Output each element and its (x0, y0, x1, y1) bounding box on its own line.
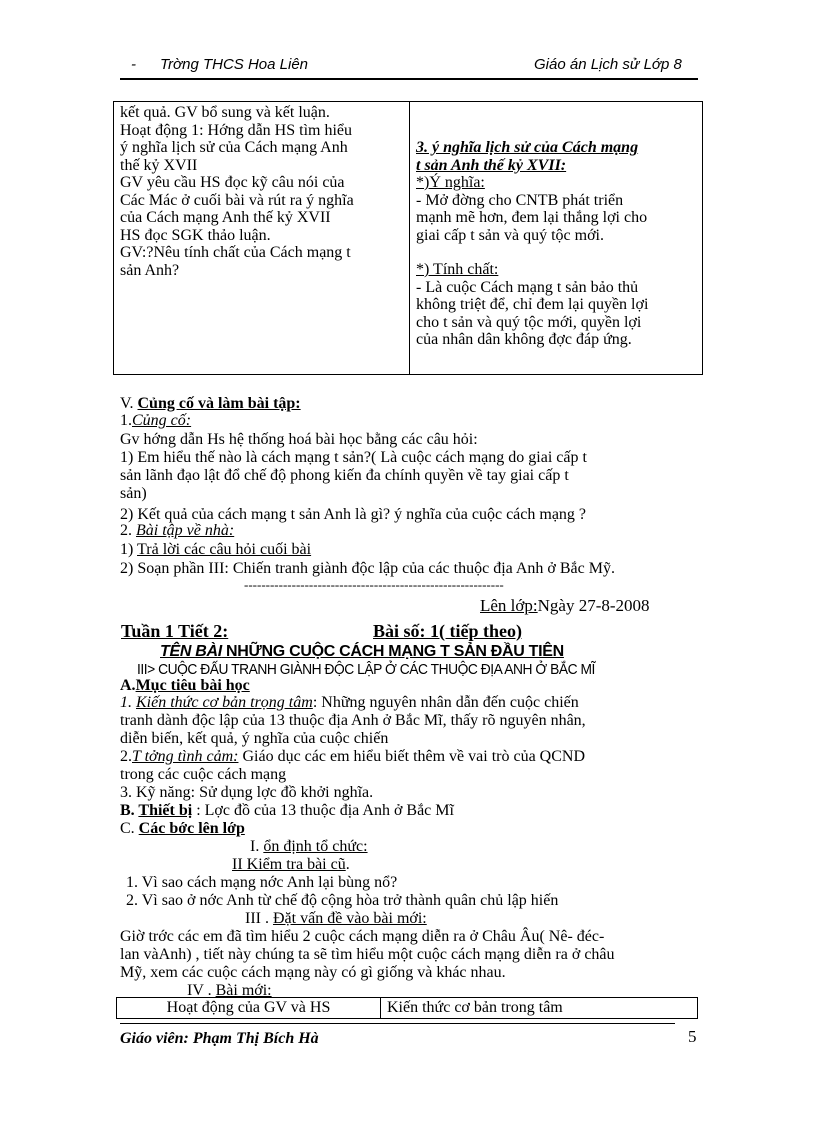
tinh-chat-line: của nhân dân không đợc đáp ứng. (416, 331, 632, 348)
footer-teacher: Giáo viên: Phạm Thị Bích Hà (120, 1030, 319, 1047)
footer-rule (120, 1023, 675, 1024)
knowledge-line: diễn biến, kết quả, ý nghĩa của cuộc chiến (120, 730, 389, 747)
y-nghia-line: giai cấp t sản và quý tộc mới. (416, 226, 604, 244)
activity-line: sản Anh? (120, 261, 180, 279)
separator: ------------------------------------------------------------ (244, 577, 504, 592)
steps-heading: C. Các bớc lên lớp (120, 820, 245, 837)
activity-line: GV:?Nêu tính chất của Cách mạng t (120, 244, 351, 261)
activity-line: GV yêu cầu HS đọc kỹ câu nói của (120, 174, 345, 191)
step-2: II Kiểm tra bài cũ. (232, 856, 350, 873)
tinh-chat-line: không triệt để, chỉ đem lại quyền lợi (416, 296, 649, 313)
homework-2: 2) Soạn phần III: Chiến tranh giành độc lập của các thuộc địa Anh ở Bắc Mỹ. (120, 560, 615, 577)
activity-line: thế kỷ XVII (120, 156, 198, 174)
activity-line: Các Mác ở cuối bài và rút ra ý nghĩa (120, 191, 354, 209)
equipment-line: B. Thiết bị : Lợc đồ của 13 thuộc địa Anh ở Bắc Mĩ (120, 802, 454, 819)
header-school: Trờng THCS Hoa Liên (160, 56, 309, 73)
lesson-title: TÊN BÀI NHỮNG CUỘC CÁCH MẠNG T SẢN ĐẦU TIÊN (160, 643, 564, 660)
activity-line: Hoạt động 1: Hớng dẫn HS tìm hiểu (120, 121, 352, 139)
y-nghia-line: - Mở đờng cho CNTB phát triển (416, 191, 624, 209)
question-2: 2. Vì sao ở nớc Anh từ chế độ cộng hòa trở thành quân chủ lập hiến (126, 892, 559, 909)
attitude-line: 2.T tởng tình cảm: Giáo dục các em hiểu biết thêm về vai trò của QCND (120, 748, 586, 765)
section-3-title: 3. ý nghĩa lịch sử của Cách mạng (416, 139, 639, 156)
table2-col1-header: Hoạt động của GV và HS (117, 998, 381, 1019)
review-line: 1) Em hiểu thế nào là cách mạng t sản?( Là cuộc cách mạng do giai cấp t (120, 449, 587, 466)
tinh-chat-line: cho t sản và quý tộc mới, quyền lợi (416, 313, 642, 331)
intro-line: Giờ trớc các em đã tìm hiểu 2 cuộc cách mạng diễn ra ở Châu Âu( Nê- đéc- (120, 928, 605, 945)
objectives-heading: A.Mục tiêu bài học (120, 677, 250, 694)
intro-line: Mỹ, xem các cuộc cách mạng này có gì giống và khác nhau. (120, 964, 506, 981)
y-nghia-line: mạnh mẽ hơn, đem lại thắng lợi cho (416, 209, 648, 226)
intro-line: lan vàAnh) , tiết này chúng ta sẽ tìm hiểu một cuộc cách mạng diễn ra ở châu (120, 946, 615, 963)
header-rule (120, 78, 698, 80)
objectives-body (120, 694, 698, 802)
knowledge-line: tranh dành độc lập của 13 thuộc địa Anh ở Bắc Mĩ, thấy rõ nguyên nhân, (120, 712, 586, 729)
review-line: Gv hớng dẫn Hs hệ thống hoá bài học bằng các câu hỏi: (120, 431, 478, 448)
section-5-heading: V. Củng cố và làm bài tập: (120, 395, 301, 412)
date-line: Lên lớp:Ngày 27-8-2008 (480, 596, 650, 615)
cung-co-lines (120, 431, 700, 524)
lesson-subtitle: III> CUỘC ĐẤU TRANH GIÀNH ĐỘC LẬP Ở CÁC THUỘC ĐỊA ANH Ở BẮC MĨ (137, 661, 595, 678)
cung-co-heading: 1.Củng cố: (120, 412, 192, 429)
knowledge-column (410, 102, 703, 375)
header-subject: Giáo án Lịch sử Lớp 8 (534, 56, 682, 73)
page-number: 5 (688, 1027, 697, 1046)
header-dash: - (131, 56, 136, 73)
activity-line: kết quả. GV bổ sung và kết luận. (120, 104, 330, 121)
lesson-table-2 (116, 997, 698, 1019)
homework-1: 1) Trả lời các câu hỏi cuối bài (120, 541, 312, 558)
step-1: I. ổn định tổ chức: (250, 838, 368, 855)
tinh-chat-heading: *) Tính chất: (416, 261, 499, 278)
activity-line: HS đọc SGK thảo luận. (120, 226, 271, 244)
week-label: Tuần 1 Tiết 2: (121, 621, 229, 641)
table2-col2-header: Kiến thức cơ bản trong tâm (381, 998, 698, 1019)
knowledge-line: 1. Kiến thức cơ bản trọng tâm: Những nguyên nhân dẫn đến cuộc chiến (120, 694, 579, 711)
skill-line: 3. Kỹ năng: Sử dụng lợc đồ khởi nghĩa. (120, 784, 374, 801)
activity-column (114, 102, 410, 375)
review-line: sản lãnh đạo lật đổ chế độ phong kiến đa chính quyền về tay giai cấp t (120, 467, 569, 484)
activity-line: của Cách mạng Anh thế kỷ XVII (120, 209, 331, 226)
review-line: sản) (120, 485, 147, 502)
step-4: IV . Bài mới: (187, 982, 272, 999)
intro-paragraph (120, 928, 698, 982)
review-line: 2) Kết quả của cách mạng t sản Anh là gì? ý nghĩa của cuộc cách mạng ? (120, 506, 587, 523)
lesson-number: Bài số: 1( tiếp theo) (373, 621, 522, 641)
attitude-line: trong các cuộc cách mạng (120, 766, 287, 783)
step-3: III . Đặt vấn đề vào bài mới: (245, 910, 427, 927)
question-1: 1. Vì sao cách mạng nớc Anh lại bùng nổ? (126, 874, 398, 891)
section-3-title-cont: t sản Anh thế kỷ XVII: (416, 156, 567, 174)
bai-tap-heading: 2. Bài tập về nhà: (120, 522, 235, 539)
lesson-table-1 (113, 101, 703, 375)
tinh-chat-line: - Là cuộc Cách mạng t sản bảo thủ (416, 278, 639, 296)
activity-line: ý nghĩa lịch sử của Cách mạng Anh (120, 139, 348, 156)
y-nghia-heading: *)Ý nghĩa: (416, 174, 485, 191)
